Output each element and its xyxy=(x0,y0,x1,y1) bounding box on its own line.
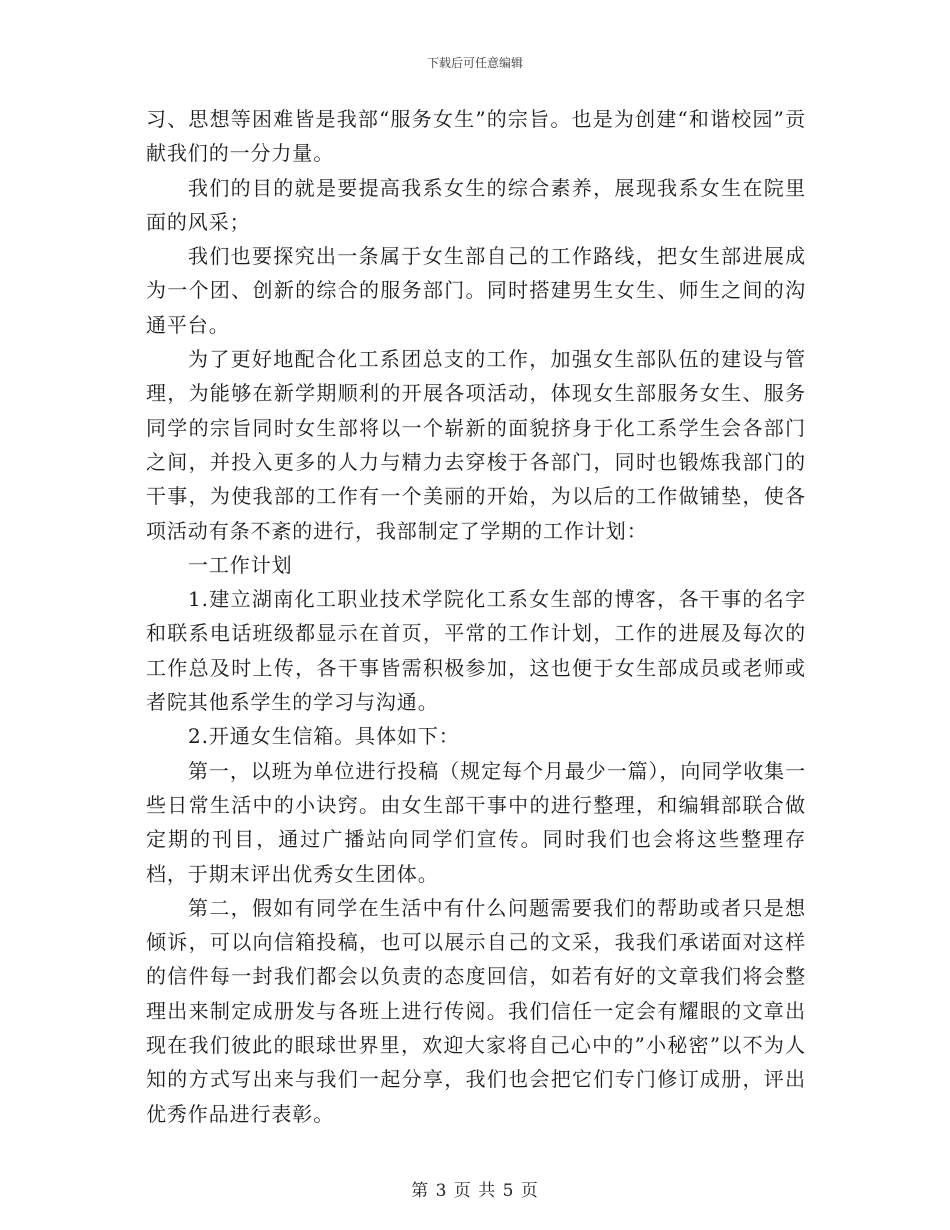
section-heading: 一工作计划 xyxy=(188,552,293,577)
page-number: 第 3 页 共 5 页 xyxy=(411,1181,539,1201)
page-header: 下载后可任意编辑 xyxy=(426,56,523,70)
paragraph: 第一，以班为单位进行投稿（规定每个月最少一篇），向同学收集一些日常生活中的小诀窍。由女生部干事中的进行整理，和编辑部联合做定期的刊目，通过广播站向同学们宣传。同时我们也会将这些整理存档，于期末评出优秀女生团体。 xyxy=(146,758,806,886)
paragraph: 为了更好地配合化工系团总支的工作，加强女生部队伍的建设与管理，为能够在新学期顺利的开展各项活动，体现女生部服务女生、服务同学的宗旨同时女生部将以一个崭新的面貌挤身于化工系学生会各部门之间，并投入更多的人力与精力去穿梭于各部门，同时也锻炼我部门的干事，为使我部的工作有一个美丽的开始，为以后的工作做铺垫，使各项活动有条不紊的进行，我部制定了学期的工作计划： xyxy=(146,347,806,543)
list-item: 2.开通女生信箱。具体如下： xyxy=(188,724,460,749)
paragraph: 我们的目的就是要提高我系女生的综合素养，展现我系女生在院里面的风采； xyxy=(146,175,806,234)
list-item: 1.建立湖南化工职业技术学院化工系女生部的博客，各干事的名字和联系电话班级都显示在首页，平常的工作计划，工作的进展及每次的工作总及时上传，各干事皆需积极参加，这也便于女生部成员或老师或者院其他系学生的学习与沟通。 xyxy=(146,587,806,715)
paragraph: 习、思想等困难皆是我部“服务女生”的宗旨。也是为创建“和谐校园”贡献我们的一分力量。 xyxy=(146,107,806,166)
paragraph: 第二，假如有同学在生活中有什么问题需要我们的帮助或者只是想倾诉，可以向信箱投稿，也可以展示自己的文采，我我们承诺面对这样的信件每一封我们都会以负责的态度回信，如若有好的文章我们将会整理出来制定成册发与各班上进行传阅。我们信任一定会有耀眼的文章出现在我们彼此的眼球世界里，欢迎大家将自己心中的”小秘密”以不为人知的方式写出来与我们一起分享，我们也会把它们专门修订成册，评出优秀作品进行表彰。 xyxy=(146,895,806,1126)
document-body xyxy=(146,102,806,1131)
paragraph: 我们也要探究出一条属于女生部自己的工作路线，把女生部进展成为一个团、创新的综合的服务部门。同时搭建男生女生、师生之间的沟通平台。 xyxy=(146,244,806,337)
